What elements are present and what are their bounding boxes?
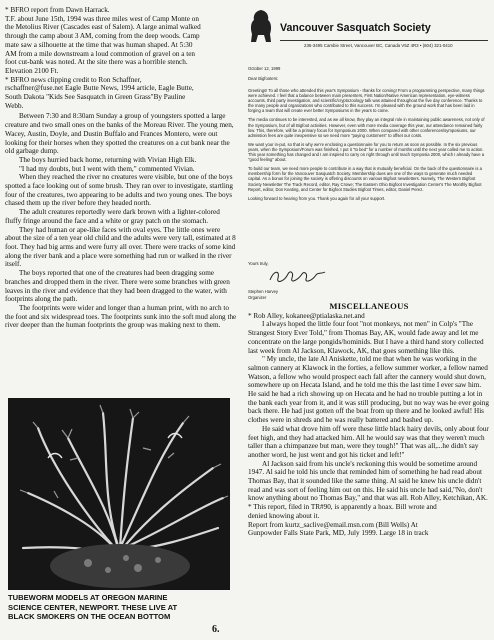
letter-paragraph: Looking forward to hearing from you. Thank you again for all your support.	[248, 195, 386, 201]
tubeworm-photo	[8, 398, 230, 590]
text-line: foot cut-bank was noted. At the site there was a horrible stench.	[5, 58, 188, 67]
text-line: Elevation 2100 Ft.	[5, 66, 59, 75]
article-paragraph: Al Jackson said from his uncle's reckoning this would be sometime around 1947. Al said he told his uncle that reminded him of something he had read about Thomas Bay, that it sounded like the same thing. Al said he knew his uncle didn't read and was sort of feeling him out on this. He said his uncle had said,"No, don't know anything about no Thomas Bay," and that was all. Rob Alley, Ketchikan, AK.	[248, 459, 488, 503]
letter-paragraph: The media continues to be interested, and as we all know, they play an integral role in maintaining public awareness, not only of the Symposium, but of all Bigfoot activities. However, even with more media coverage this year, our attendance remained fairly low. This, therefore, will be a primary focus for Symposium 2000. When compared with other conferences/symposiums, our admission fees are quite inexpensive so we need more "paying customers" to offset our costs.	[248, 117, 485, 138]
photo-caption: TUBEWORM MODELS AT OREGON MARINE SCIENCE CENTER, NEWPORT. THESE LIVE AT BLACK SMOKERS ON THE OCEAN BOTTOM	[8, 593, 178, 622]
signature-icon	[268, 268, 328, 287]
text-line: * BFRO news clipping credit to Ron Schaffner,	[5, 75, 142, 84]
text-line: through the camp about 3 AM, coming from the deep woods. Camp	[5, 32, 200, 41]
letter-closing: Yours truly,	[248, 261, 269, 266]
letter-salutation: Dear Bigfooters:	[248, 76, 279, 81]
article-paragraph: "I had my doubts, but I went with them," commented Vivian.	[19, 164, 195, 173]
tubeworm-photo-block	[6, 398, 234, 634]
text-line: T.F. about June 15th, 1994 was three miles west of Camp Monte on	[5, 14, 199, 23]
text-line: South Dakota "Kids See Sasquatch in Green Grass"By Pauline	[5, 93, 186, 102]
text-line: * Rob Alley, kokanee@ptialaska.net.and	[248, 311, 365, 320]
text-line: Report from kurtz_saclive@email.msn.com (Bill Wells) At	[248, 520, 418, 529]
letter-body	[248, 88, 486, 205]
text-line: denied knowing about it.	[248, 511, 320, 520]
article-paragraph: The boys hurried back home, returning with Vivian High Elk.	[19, 155, 197, 164]
text-line: the Metolius River (Cascades east of Salem). A large animal walked	[5, 23, 201, 32]
article-paragraph: The boys reported that one of the creatures had been dragging some branches and dropped them in the river. There were some branches with green leaves in the river and evidence that they had been dragged to the water, with footprints along the path.	[5, 269, 230, 304]
letter-date: October 12, 1999	[248, 66, 281, 71]
signature-name: Stephen Harvey	[248, 289, 279, 294]
article-paragraph: When they reached the river no creatures were visible, but one of the boys spotted a face looking out of some brush. They ran over to investigate, startling four of the creatures, two appearing to be adults and two young ones. The boys chased them up the river before they headed north.	[5, 173, 234, 208]
article-paragraph: They had human or ape-like faces with oval eyes. The little ones were about the size of a ten year old child and the adults were very tall, estimated at 8 foot. They had big arms and were furry all over. There were tracks of some kind along the river bank and a place were something had run or walked in the river itself.	[5, 225, 236, 269]
divider	[280, 40, 488, 41]
miscellaneous-section	[248, 302, 490, 538]
text-line: * This report, filed in TR#90, is apparently a hoax. Bill wrote and	[248, 503, 437, 512]
bfro-report-block	[5, 6, 237, 110]
letter-paragraph: We want your in-put, so that is why we're enclosing a questionnaire for you to return as soon as possible. In the six previous years, when the Symposium/Forum was finished, I put it "to bed" for a number of months until the next year called me to action. This year something has changed and I am inspired to carry on right through until mach Symposia 2000, which I already have a "good feeling" about.	[248, 141, 485, 163]
page-number: 6.	[212, 624, 220, 635]
article-paragraph: I always hoped the little four foot "not monkeys, not men" in Colp's "The Strangest Story Ever Told," from Thomas Bay, AK, would fade away and let me concentrate on the large pongids/hominids. But I have a third hand story collected last week from Al Jackson, Klawock, AK, that goes something like this.	[248, 320, 484, 355]
text-line: mate saw a silhouette at the time that was human shaped. At 5:30	[5, 40, 193, 49]
text-line: Webb.	[5, 101, 24, 110]
article-paragraph: " My uncle, the late Al Aniskette, told me that when he was working in the salmon cannery at Klawock in the forties, a fellow summer worker, a fellow named Watson, a fellow who would prospect each fall after the cannery would shut down, somewhere up on Hecata Island, and he told me this the last time I ever saw him. He said he had a rich showing up on Hecata and he had no trouble putting a lot in the bank each year from it, and it was still producing, but no way was he ever going back there. He had just gotten off the boat from up there and he looked awful! His clothes were in shreds and he was really battered and bashed up.	[248, 355, 489, 425]
org-address: 236-3495 Cambie Street, Vancouver BC, Canada V5Z 4R3 • (604) 321-0410	[304, 43, 453, 48]
text-line: Gunpowder Falls State Park, MD, July 1999. Large 18 in track	[248, 529, 429, 538]
tubeworm-image	[8, 398, 230, 590]
signature-title: Organizer	[248, 295, 267, 300]
left-column	[5, 6, 237, 330]
sasquatch-logo-icon	[246, 8, 276, 44]
article-paragraph: The adult creatures reportedly were dark brown with a lighter-colored fluffy fringe around the face and a white or gray patch on the stomach.	[5, 208, 220, 225]
section-heading: MISCELLANEOUS	[329, 301, 409, 311]
article-paragraph: Between 7:30 and 8:30am Sunday a group of youngsters spotted a large creature and two small ones on the banks of the Moreau River. The young men, Wacey, Austin, Doyle, and Dustin Buffalo and Frances Montero, were out looking for their horses when they spotted the creatures on a cut bank near the old garbage dump.	[5, 112, 234, 156]
letter-paragraph: Greetings! To all those who attended this year's Symposium - thanks for coming! From a programming perspective, many things were achieved. I feel that a balance between main presenters, First Nation/Native American representation, eye-witness accounts, third party investigation, and scientific/cryptozoology talk was attained throughout the five day conference. Thanks to the many people and organizations who contributed to this success. I'm pleased with the ground work that has been laid in forging a team that will create ever better Symposiums in the years to come.	[248, 88, 485, 114]
vancouver-sasquatch-letter	[244, 6, 489, 300]
text-line: rschaffner@fuse.net Eagle Butte News, 1994 article, Eagle Butte,	[5, 84, 194, 93]
org-name: Vancouver Sasquatch Society	[280, 22, 431, 34]
letter-paragraph: To build our team, we need more people to contribute in a way that is mutually beneficial. On the back of the questionnaire is a membership form for the Vancouver Sasquatch Society. Membership dues are one of the ways to generate much needed capital. As a bonus for joining the society is offering discounts on various Bigfoot newsletters. Namely, The Western Bigfoot Society Newsletter The Track Record, editor, Ray Crowe; The Eastern Ohio Bigfoot Investigation Center's The Monthly Bigfoot Report, editor, Don Keating, and Center for Bigfoot Studies Bigfoot Times, editor, Daniel Perez.	[248, 166, 482, 192]
text-line: * BFRO report from Dawn Harrack.	[5, 6, 110, 14]
article-paragraph: He said what drove him off were these little black hairy devils, only about four feet high, and they had attacked him. All he would say was that they weren't much taller than a chimpanzee but man, were they tough!" That was all,...he didn't say another word, he just went and got his ticket and left!"	[248, 424, 489, 459]
text-line: AM from a mile downstream a loud commotion of gravel on a ten	[5, 49, 196, 58]
article-paragraph: The footprints were wider and longer than a human print, with no arch to the foot and six widespread toes. The footprints sunk into the soft mud along the river deeper than the human footprints the group was making next to them.	[5, 303, 237, 330]
